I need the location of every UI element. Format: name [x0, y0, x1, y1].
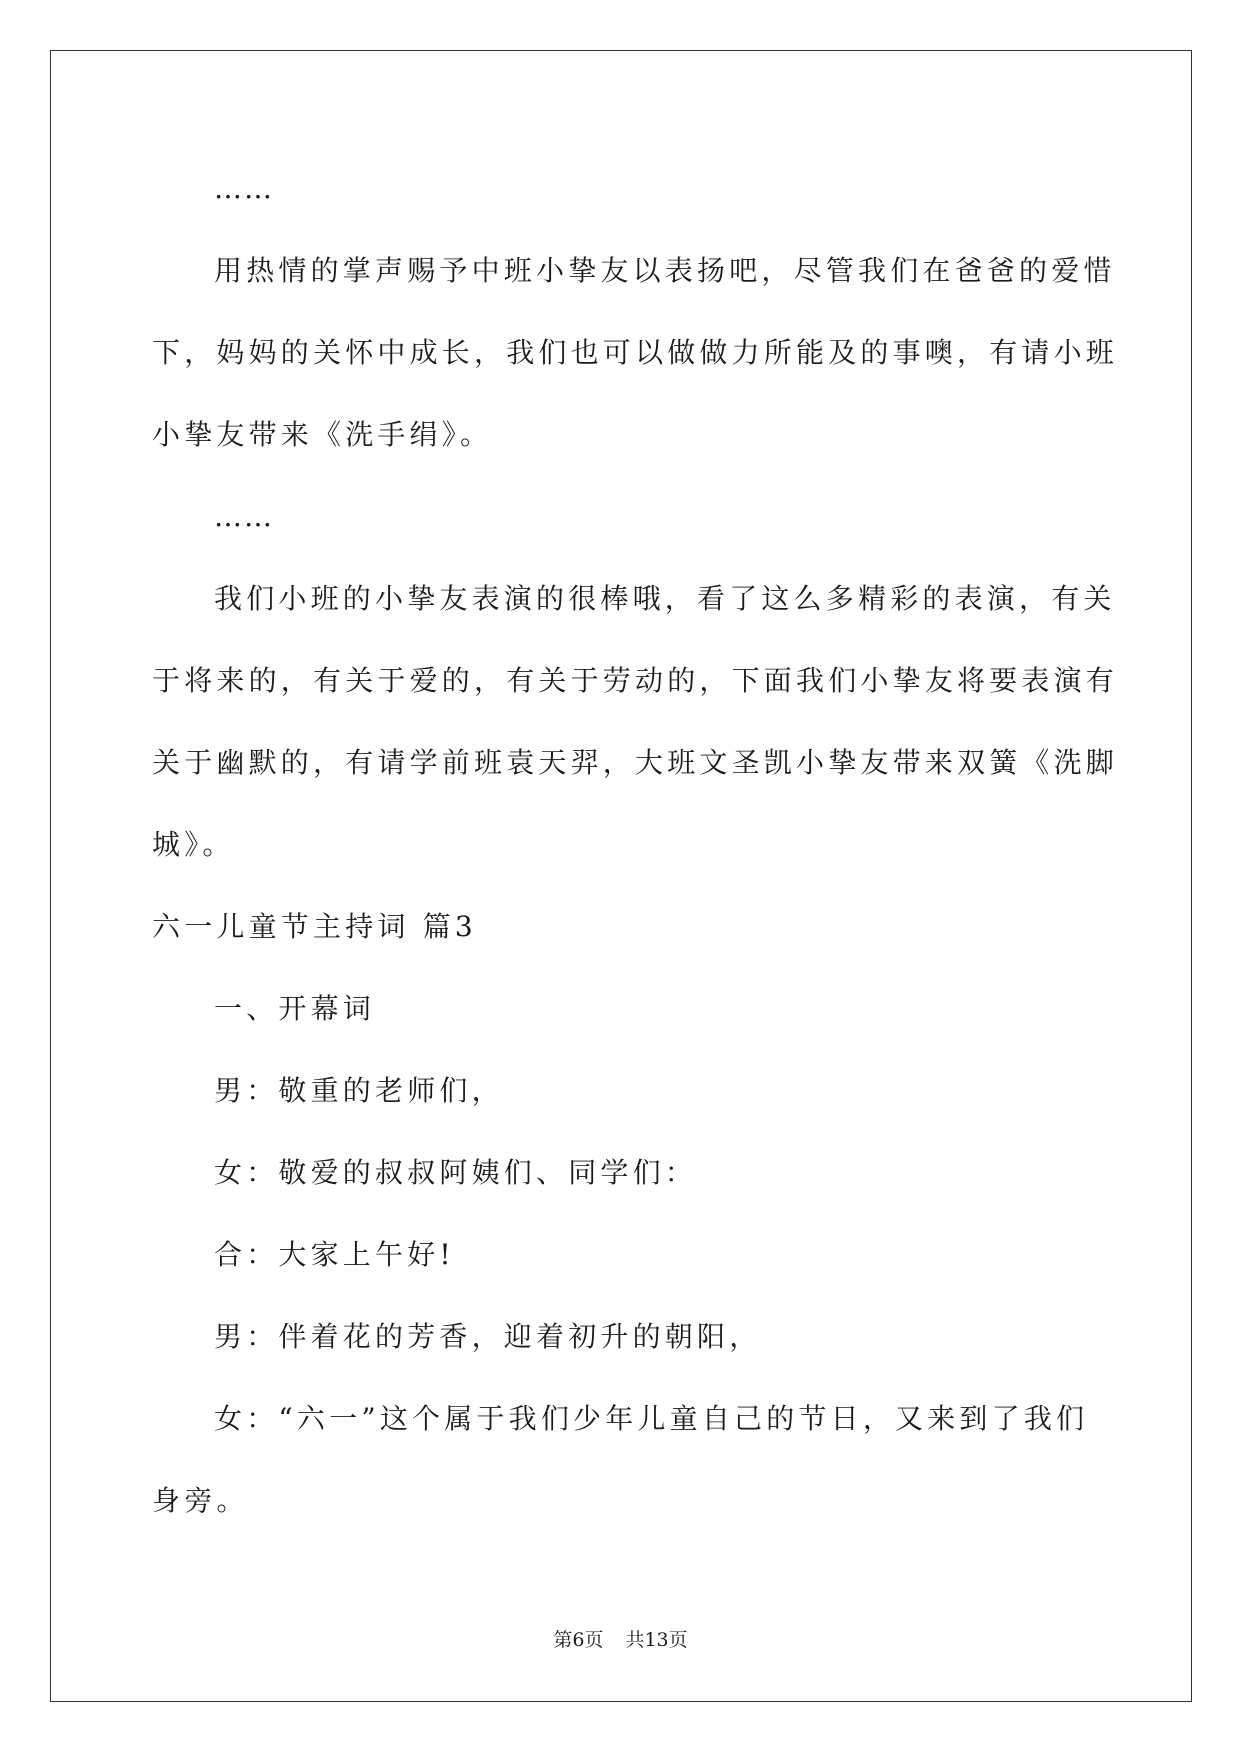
dialogue-line: 女：敬爱的叔叔阿姨们、同学们：: [214, 1156, 698, 1189]
dialogue-line: 合：大家上午好!: [214, 1238, 455, 1271]
paragraph-line: 下，妈妈的关怀中成长，我们也可以做做力所能及的事噢，有请小班: [152, 336, 1119, 369]
page-footer: [0, 1625, 1241, 1652]
paragraph-line: 用热情的掌声赐予中班小挚友以表扬吧，尽管我们在爸爸的爱惜: [214, 254, 1116, 287]
document-body: [152, 148, 1119, 1542]
dialogue-line: 女：“六一”这个属于我们少年儿童自己的节日，又来到了我们: [214, 1402, 1089, 1435]
ellipsis-line: ……: [214, 500, 274, 533]
dialogue-line: 男：敬重的老师们，: [214, 1074, 504, 1107]
paragraph-line: 城》。: [152, 828, 235, 861]
ellipsis-line: ……: [214, 172, 274, 205]
section-heading: 六一儿童节主持词 篇3: [152, 910, 477, 943]
paragraph-line: 小挚友带来《洗手绢》。: [152, 418, 493, 451]
subsection-heading: 一、开幕词: [214, 992, 376, 1025]
paragraph-line: 于将来的，有关于爱的，有关于劳动的，下面我们小挚友将要表演有: [152, 664, 1119, 697]
dialogue-line: 身旁。: [152, 1484, 249, 1517]
page-total: 共13页: [625, 1629, 688, 1651]
paragraph-line: 关于幽默的，有请学前班袁天羿，大班文圣凯小挚友带来双簧《洗脚: [152, 746, 1119, 779]
paragraph-line: 我们小班的小挚友表演的很棒哦，看了这么多精彩的表演，有关: [214, 582, 1116, 615]
page-number: 第6页: [553, 1629, 604, 1651]
dialogue-line: 男：伴着花的芳香，迎着初升的朝阳，: [214, 1320, 762, 1353]
